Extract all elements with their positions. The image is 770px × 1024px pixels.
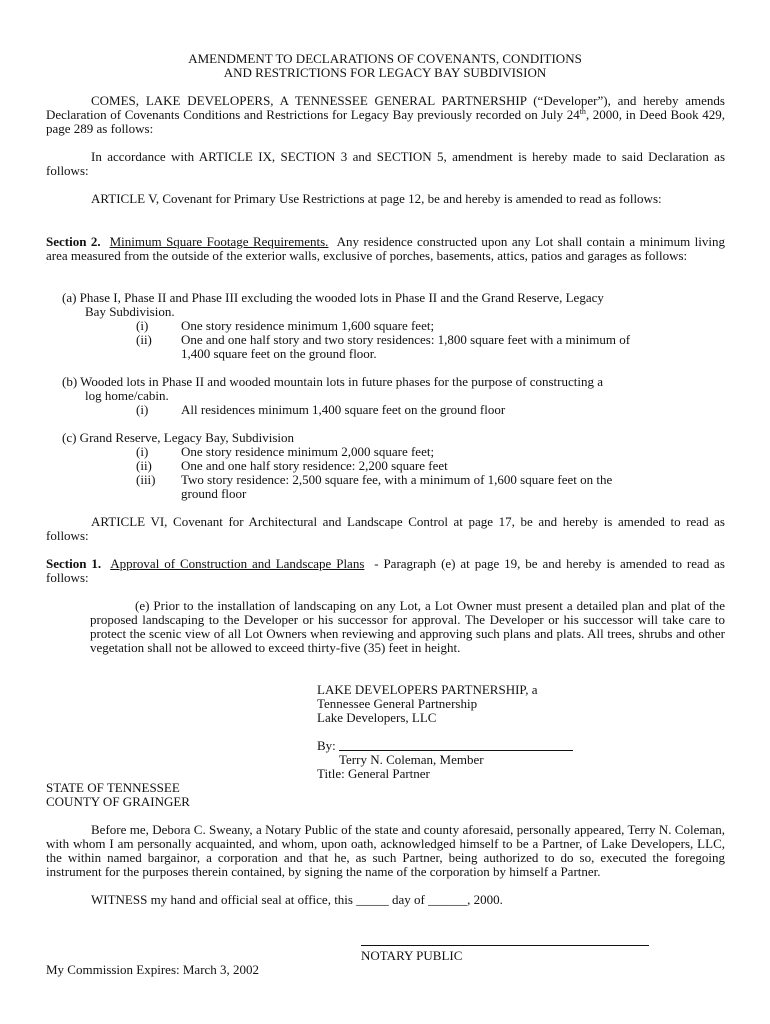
item-c-i-text: One story residence minimum 2,000 square feet;	[181, 444, 435, 459]
item-b-i-text: All residences minimum 1,400 square feet on the ground floor	[181, 402, 506, 417]
item-c-i-num: (i)	[136, 444, 149, 459]
item-a-ii-num: (ii)	[136, 332, 152, 347]
item-a-i-num: (i)	[136, 318, 149, 333]
item-c-line-1: (c) Grand Reserve, Legacy Bay, Subdivision	[62, 430, 295, 445]
item-b-line-1: (b) Wooded lots in Phase II and wooded mountain lots in future phases for the purpose of constructing a	[62, 374, 603, 389]
item-c-ii-num: (ii)	[136, 458, 152, 473]
accordance-paragraph: In accordance with ARTICLE IX, SECTION 3 and SECTION 5, amendment is hereby made to said Declaration as follows:	[46, 149, 725, 178]
commission-expiry: My Commission Expires: March 3, 2002	[46, 962, 260, 977]
notary-signature-line	[361, 945, 649, 946]
signature-entity-2: Tennessee General Partnership	[317, 696, 478, 711]
item-b-i-num: (i)	[136, 402, 149, 417]
item-c-ii-text: One and one half story residence: 2,200 square feet	[181, 458, 448, 473]
title-line-1: AMENDMENT TO DECLARATIONS OF COVENANTS, CONDITIONS	[188, 51, 582, 66]
venue-state: STATE OF TENNESSEE	[46, 780, 180, 795]
section-1-paragraph	[46, 557, 725, 585]
signature-entity-3: Lake Developers, LLC	[317, 710, 437, 725]
intro-text: COMES, LAKE DEVELOPERS, A TENNESSEE GENERAL PARTNERSHIP (“Developer”), and hereby amends Declaration of Covenants Conditions and Restrictions for Legacy Bay previously recorded on July 24	[46, 93, 725, 122]
article-vi-paragraph: ARTICLE VI, Covenant for Architectural and Landscape Control at page 17, be and hereby is amended to read as follows:	[46, 514, 725, 543]
witness-line: WITNESS my hand and official seal at office, this _____ day of ______, 2000.	[91, 892, 503, 907]
signature-title: Title: General Partner	[317, 766, 430, 781]
section-2-paragraph	[46, 235, 725, 263]
item-c-iii-text-2: ground floor	[181, 486, 247, 501]
section-1-text: - Paragraph (e) at page 19, be and hereby is amended to read as follows:	[46, 556, 725, 585]
article-v-paragraph: ARTICLE V, Covenant for Primary Use Restrictions at page 12, be and hereby is amended to read as follows:	[91, 191, 662, 206]
signature-line	[339, 750, 573, 751]
section-1-label: Section 1.	[46, 556, 102, 571]
item-a-line-2: Bay Subdivision.	[85, 304, 175, 319]
paragraph-e: (e) Prior to the installation of landscaping on any Lot, a Lot Owner must present a detailed plan and plat of the proposed landscaping to the Developer or his successor for approval. The Developer or his successor will take care to protect the scenic view of all Lot Owners when reviewing and approving such plans and plats. All trees, shrubs and other vegetation shall not be allowed to exceed thirty-five (35) feet in height.	[90, 598, 725, 655]
notary-public-label: NOTARY PUBLIC	[361, 948, 463, 963]
item-a-ii-text-2: 1,400 square feet on the ground floor.	[181, 346, 377, 361]
section-2-text: Any residence constructed upon any Lot shall contain a minimum living area measured from the outside of the exterior walls, exclusive of porches, basements, attics, patios and garages as follows:	[46, 234, 725, 263]
signature-by-label: By:	[317, 738, 336, 753]
title-line-2: AND RESTRICTIONS FOR LEGACY BAY SUBDIVISION	[223, 65, 547, 80]
section-2-label: Section 2.	[46, 234, 101, 249]
intro-paragraph	[46, 94, 725, 136]
intro-superscript: th	[579, 106, 586, 116]
item-a-line-1: (a) Phase I, Phase II and Phase III excluding the wooded lots in Phase II and the Grand Reserve, Legacy	[62, 290, 604, 305]
venue-county: COUNTY OF GRAINGER	[46, 794, 190, 809]
intro-tail: , 2000, in Deed Book 429, page 289 as follows:	[46, 106, 725, 136]
section-1-heading: Approval of Construction and Landscape Plans	[110, 556, 365, 571]
item-a-i-text: One story residence minimum 1,600 square feet;	[181, 318, 435, 333]
item-c-iii-text: Two story residence: 2,500 square fee, with a minimum of 1,600 square feet on the	[181, 472, 613, 487]
notary-acknowledgment: Before me, Debora C. Sweany, a Notary Public of the state and county aforesaid, personally appeared, Terry N. Coleman, with whom I am personally acquainted, and whom, upon oath, acknowledged himself to be a Partner, of Lake Developers, LLC, the within named bargainor, a corporation and that he, as such Partner, being authorized to do so, executed the foregoing instrument for the purposes therein contained, by signing the name of the corporation by himself a Partner.	[46, 822, 725, 879]
section-2-heading: Minimum Square Footage Requirements.	[109, 234, 329, 249]
item-b-line-2: log home/cabin.	[85, 388, 169, 403]
signature-entity-1: LAKE DEVELOPERS PARTNERSHIP, a	[317, 682, 538, 697]
item-a-ii-text: One and one half story and two story residences: 1,800 square feet with a minimum of	[181, 332, 631, 347]
signature-name: Terry N. Coleman, Member	[339, 752, 484, 767]
document-title	[0, 52, 770, 80]
item-c-iii-num: (iii)	[136, 472, 156, 487]
